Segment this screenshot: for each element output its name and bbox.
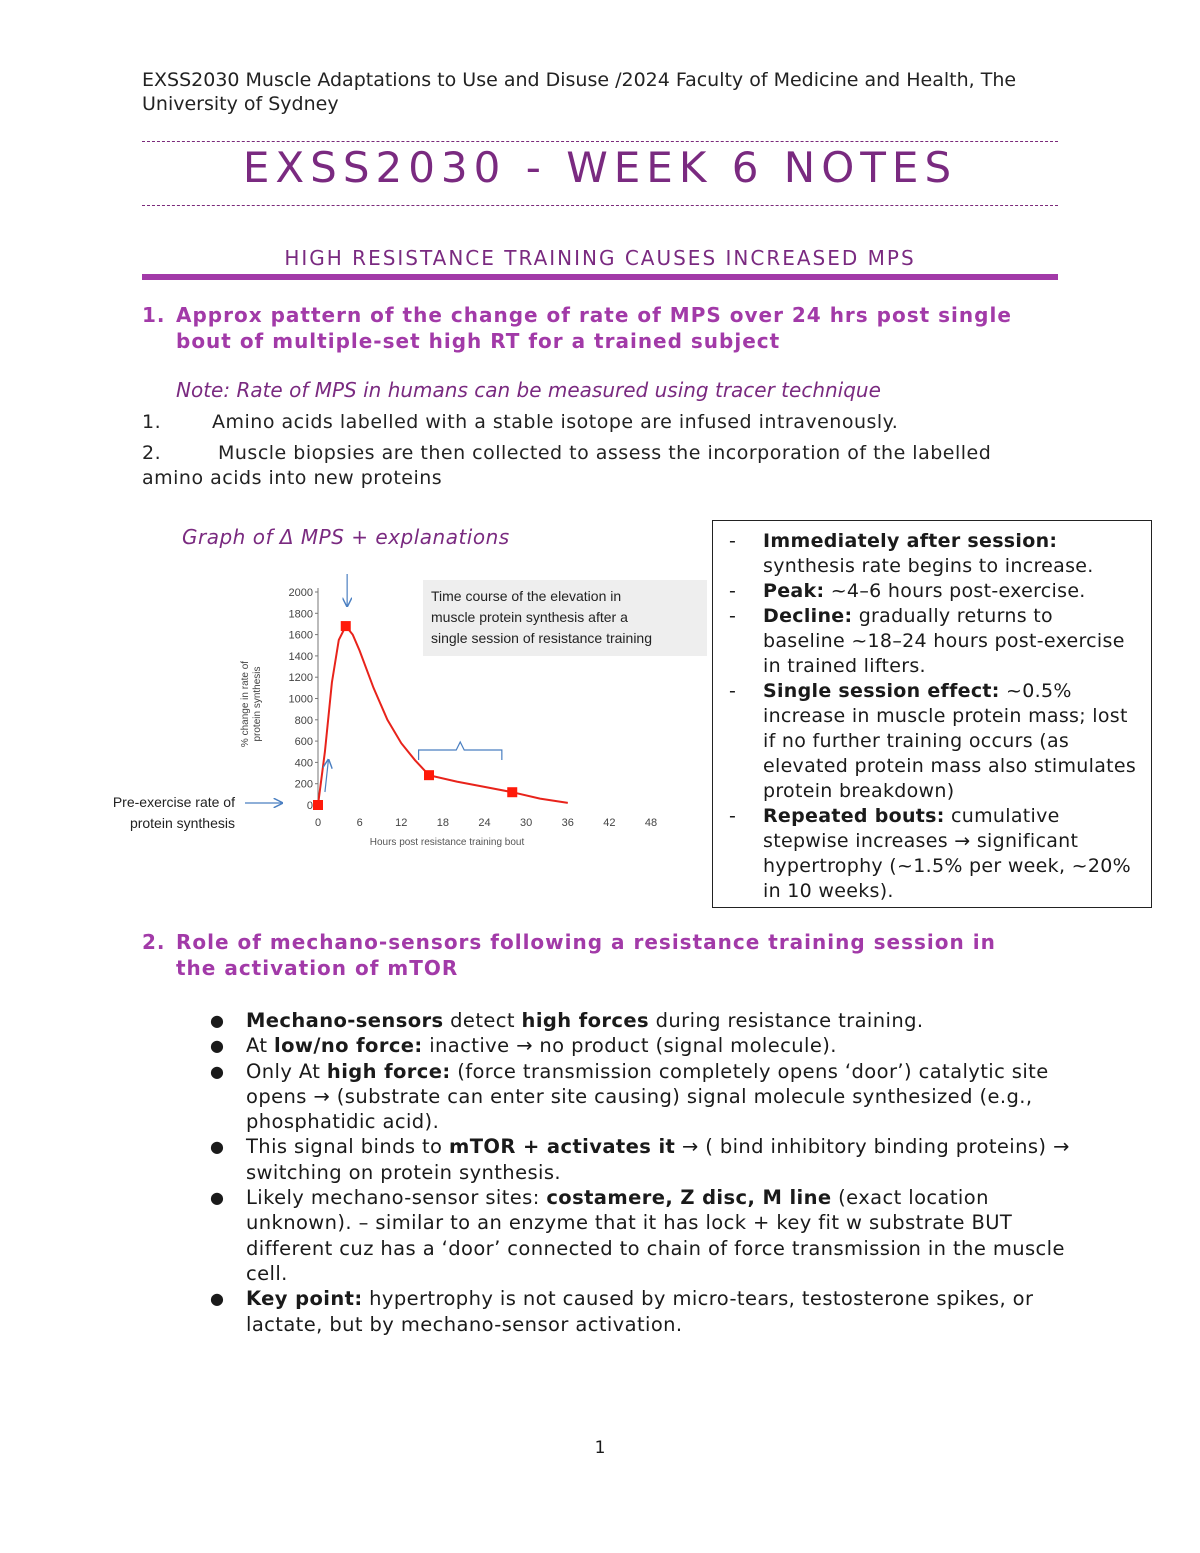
y-tick-label: 1400 (288, 650, 313, 663)
data-point-marker (313, 800, 323, 810)
y-tick-label: 0 (306, 800, 313, 812)
bullet-text: inactive → no product (signal molecule). (422, 1034, 837, 1058)
bullet-text: Only At (246, 1059, 327, 1083)
title-top-rule (142, 141, 1058, 142)
bullet-bold-text: costamere, Z disc, M line (546, 1186, 832, 1210)
question-2-number: 2. (142, 930, 166, 954)
y-tick-label: 2000 (288, 587, 313, 599)
question-2-line-1: Role of mechano-sensors following a resistance training session in (176, 930, 996, 954)
bullet-text: (exact location unknown). – similar to an enzyme that it has lock + key fit w substrate BUT different cuz has a ‘door’ connected to chain of force transmission in the muscle cell. (246, 1186, 1065, 1285)
title-bottom-rule (142, 205, 1058, 206)
explanation-item-text: gradually returns to baseline ~18–24 hours post-exercise in trained lifters. (763, 605, 1125, 677)
document-header (142, 68, 1072, 116)
bullet-item (210, 1134, 1070, 1185)
graph-caption: Graph of Δ MPS + explanations (182, 525, 510, 549)
bullet-item (210, 1185, 1070, 1286)
x-tick-label: 0 (314, 817, 322, 829)
bullet-text: This signal binds to (246, 1135, 449, 1159)
explanation-item (729, 679, 1141, 804)
step-2-number: 2. (142, 442, 162, 464)
y-tick-label: 600 (294, 736, 313, 749)
data-point-marker (507, 787, 517, 797)
bullet-bold-text: high forces (521, 1009, 650, 1032)
data-point-marker (341, 621, 351, 631)
header-line-2: University of Sydney (142, 93, 339, 115)
question-1-number: 1. (142, 303, 166, 327)
bullet-item (210, 1008, 1070, 1033)
bullet-text: At (246, 1034, 275, 1058)
bullet-dot-icon: ● (210, 1011, 225, 1030)
section-underline (142, 274, 1058, 280)
x-tick-label: 24 (478, 817, 491, 829)
bullet-dot-icon: ● (210, 1137, 225, 1157)
bullet-bold-text: mTOR + activates it (449, 1135, 676, 1159)
header-line-1: EXSS2030 Muscle Adaptations to Use and Disuse /2024 Faculty of Medicine and Health, The (142, 69, 1017, 91)
chart-title-line: muscle protein synthesis after a (431, 609, 628, 625)
chart-title-line: single session of resistance training (431, 630, 653, 646)
explanation-item (729, 529, 1141, 579)
bullet-dot-icon: ● (210, 1289, 225, 1309)
explanation-item (729, 804, 1141, 904)
step-1-number: 1. (142, 411, 162, 433)
rise-arrow-icon (325, 760, 328, 792)
explanation-item-label: Decline: (763, 605, 853, 627)
question-2-line-2: the activation of mTOR (176, 956, 459, 980)
mechano-sensor-bullets (210, 1008, 1070, 1337)
explanation-dash: - (729, 605, 737, 627)
tracer-note: Note: Rate of MPS in humans can be measured using tracer technique (176, 378, 881, 402)
y-axis-label (240, 661, 263, 747)
question-2 (142, 929, 1072, 981)
explanation-box (712, 520, 1152, 908)
question-1 (142, 302, 1072, 354)
bullet-bold-text: Mechano-sensors (246, 1009, 444, 1032)
y-tick-label: 400 (294, 757, 313, 770)
step-1 (142, 410, 898, 435)
data-point-marker (424, 770, 434, 780)
bullet-bold-text: high force: (326, 1059, 451, 1083)
explanation-item-label: Repeated bouts: (763, 805, 945, 827)
explanation-item-label: Single session effect: (763, 680, 1000, 702)
bullet-bold-text: Key point: (246, 1287, 363, 1311)
mps-time-course-chart (95, 560, 707, 860)
bullet-text: (force transmission completely opens ‘door’) catalytic site opens → (substrate can enter site causing) signal molecule synthesized (e.g., phosphatidic acid). (246, 1059, 1049, 1134)
pre-exercise-annotation: Pre-exercise rate of (112, 794, 235, 810)
x-tick-label: 6 (356, 817, 363, 829)
y-tick-label: 1200 (288, 672, 313, 685)
tail-bracket (419, 742, 502, 760)
section-heading: HIGH RESISTANCE TRAINING CAUSES INCREASED MPS (284, 246, 916, 270)
explanation-item (729, 579, 1141, 604)
bullet-text: during resistance training. (649, 1009, 924, 1032)
bullet-item (210, 1033, 1070, 1058)
bullet-dot-icon: ● (210, 1188, 225, 1208)
bullet-dot-icon: ● (210, 1061, 225, 1081)
bullet-item (210, 1286, 1070, 1337)
explanation-item-text: cumulative stepwise increases → significant hypertrophy (~1.5% per week, ~20% in 10 weeks). (763, 805, 1131, 902)
y-tick-label: 1800 (288, 608, 313, 621)
y-tick-label: 200 (294, 778, 313, 791)
explanation-item-text: synthesis rate begins to increase. (763, 555, 1094, 577)
x-axis-label: Hours post resistance training bout (369, 837, 525, 848)
explanation-item-text: ~4–6 hours post-exercise. (824, 580, 1086, 602)
y-tick-label: 1000 (288, 693, 313, 706)
bullet-text: Likely mechano-sensor sites: (246, 1186, 547, 1210)
page-title: EXSS2030 - WEEK 6 NOTES (242, 143, 958, 192)
x-tick-label: 18 (436, 817, 449, 829)
y-tick-label: 800 (294, 714, 313, 727)
x-tick-label: 12 (395, 817, 408, 829)
pre-exercise-annotation: protein synthesis (129, 815, 235, 831)
explanation-item-label: Peak: (763, 580, 825, 602)
bullet-text: detect (443, 1009, 522, 1032)
x-tick-label: 30 (520, 817, 533, 829)
explanation-dash: - (729, 580, 737, 602)
bullet-item (210, 1059, 1070, 1135)
step-2-text-cont: amino acids into new proteins (142, 467, 443, 489)
y-tick-label: 1600 (288, 629, 313, 642)
bullet-bold-text: low/no force: (274, 1034, 423, 1058)
x-tick-label: 36 (561, 817, 574, 829)
question-1-line-1: Approx pattern of the change of rate of MPS over 24 hrs post single (176, 303, 1012, 327)
explanation-item-text: ~0.5% increase in muscle protein mass; lost if no further training occurs (as elevated protein mass also stimulates protein breakdown) (763, 680, 1137, 802)
explanation-dash: - (729, 530, 737, 552)
step-2 (142, 441, 1072, 491)
x-tick-label: 42 (603, 817, 616, 829)
step-2-text: Muscle biopsies are then collected to assess the incorporation of the labelled (218, 442, 992, 464)
explanation-dash: - (729, 805, 737, 827)
x-tick-label: 48 (644, 817, 658, 829)
page-number: 1 (594, 1438, 606, 1458)
y-axis-label-line: protein synthesis (252, 666, 263, 742)
chart-title-line: Time course of the elevation in (431, 588, 622, 604)
y-axis-label-line: % change in rate of (240, 660, 251, 748)
step-1-text: Amino acids labelled with a stable isotope are infused intravenously. (212, 411, 899, 433)
explanation-item-label: Immediately after session: (763, 530, 1058, 552)
explanation-dash: - (729, 680, 737, 702)
bullet-text: hypertrophy is not caused by micro-tears, testosterone spikes, or lactate, but by mechano-sensor activation. (246, 1287, 1034, 1336)
bullet-dot-icon: ● (210, 1036, 225, 1056)
question-1-line-2: bout of multiple-set high RT for a trained subject (176, 329, 781, 353)
bullet-text: → ( bind inhibitory binding proteins) → switching on protein synthesis. (246, 1135, 1070, 1184)
explanation-item (729, 604, 1141, 679)
